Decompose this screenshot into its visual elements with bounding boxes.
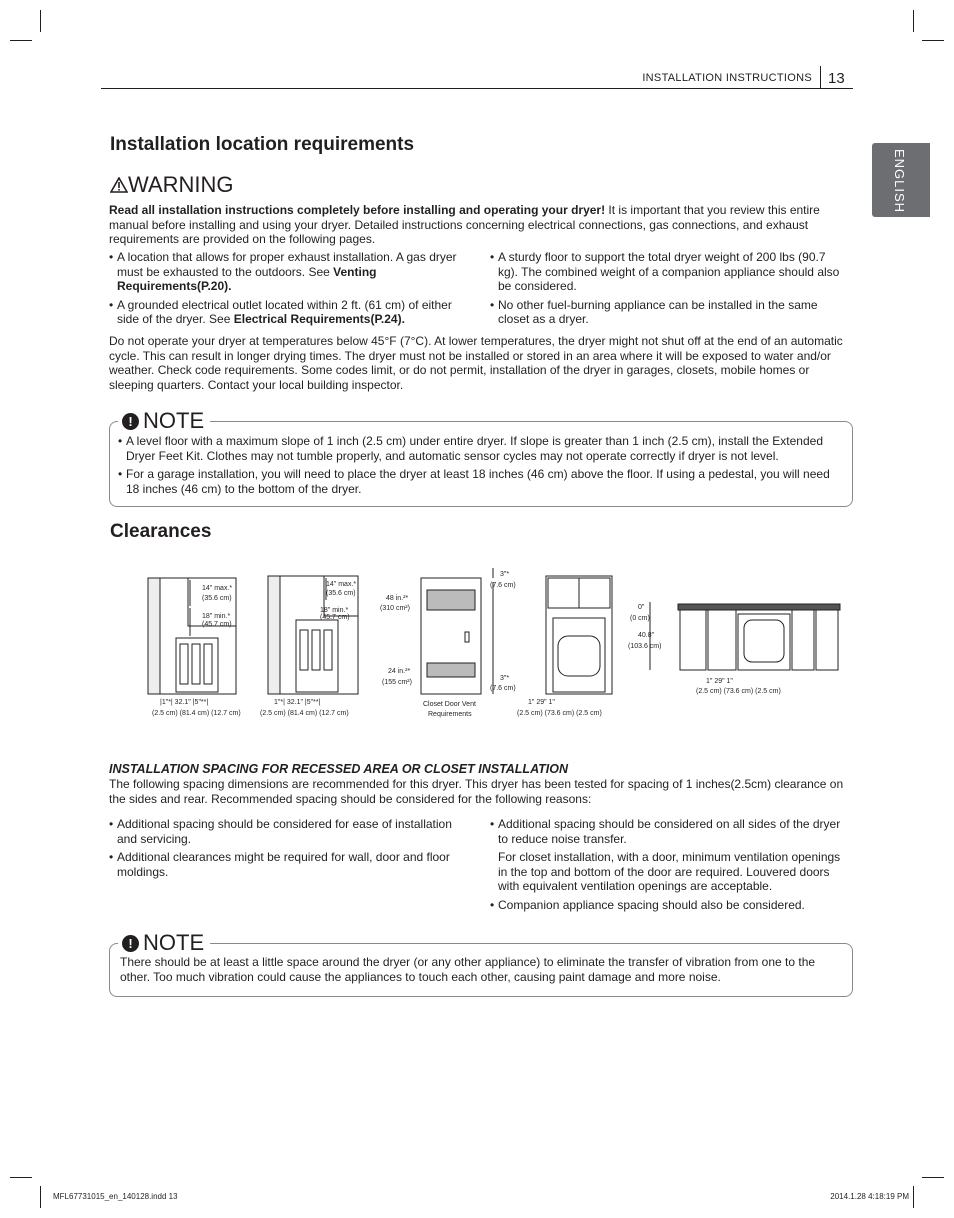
crop-mark [10,1177,32,1178]
list-item: • For a garage installation, you will need to place the dryer at least 18 inches (46 cm) above the floor. If using a pedestal, you will need 18 inches (46 cm) to the bottom of the dryer. [118,467,838,496]
diagram-caption: Closet Door Vent [423,701,476,708]
dim-label: (45.7 cm) [202,621,232,628]
note-heading: ! NOTE [118,408,210,434]
dim-label: 1" 29" 1" [706,678,733,685]
dim-label: (103.6 cm) [628,643,662,650]
crop-mark [10,40,32,41]
temperature-paragraph: Do not operate your dryer at temperatures below 45°F (7°C). At lower temperatures, the dryer might not shut off at the end of an automatic cycle. This can result in longer drying times. The dryer must not be installed or stored in an area where it will be exposed to water and/or weather. Check code requirements. Some codes limit, or do not permit, installation of the dryer in garages, closets, mobile homes or sleeping quarters. Contact your local building inspector. [109,334,843,392]
location-intro: Read all installation instructions completely before installing and operating your dryer! It is important that you review this entire manual before installing and using your dryer. Detailed instructions concerning electrical connections, gas connections, and exhaust requirements are provided on the following pages. [109,203,820,246]
dim-label: 14" max.* [202,585,233,592]
dim-label: (155 cm²) [382,679,412,686]
crop-mark [40,10,41,32]
dim-label: 1"*| 32.1" |5"**| [274,699,321,706]
spacing-right-list [490,817,852,916]
recessed-front-view [650,602,840,670]
warning-triangle-icon [110,177,128,193]
exclamation-icon: ! [122,413,139,430]
dim-label: (45.7 cm) [320,614,350,621]
list-item: • Companion appliance spacing should also be considered. [490,898,852,913]
diagram-caption: Requirements [428,711,472,718]
list-item: • A location that allows for proper exhaust installation. A gas dryer must be exhausted to the outdoors. See Venting Requirements(P.20). [109,250,465,294]
dim-label: 48 in.²* [386,595,409,602]
clearances-title: Clearances [110,521,212,542]
dim-label: 18" min.* [320,607,349,614]
language-tab: ENGLISH [872,143,930,217]
crop-mark [913,10,914,32]
dim-label: 1" 29" 1" [528,699,555,706]
header-divider [820,66,821,88]
closet-front-view [546,576,612,694]
list-item: • Additional spacing should be considered on all sides of the dryer to reduce noise transfer. [490,817,852,846]
list-item: • A level floor with a maximum slope of 1 inch (2.5 cm) under entire dryer. If slope is greater than 1 inch (2.5 cm), install the Extended Dryer Feet Kit. Clothes may not tumble properly, and automatic sensor cycles may not operate correctly if dryer is not level. [118,434,838,463]
spacing-paragraph: The following spacing dimensions are recommended for this dryer. This dryer has been tested for spacing of 1 inches(2.5cm) clearance on the sides and rear. Recommended spacing should be considered for the following reasons: [109,777,844,806]
dim-label: (0 cm) [630,615,650,622]
footer-timestamp: 2014.1.28 4:18:19 PM [830,1192,909,1201]
note-heading: ! NOTE [118,930,210,956]
clearance-diagram [140,560,860,725]
dim-label: |1"*| 32.1" |5"**| [160,699,209,706]
closet-ventilation-text: For closet installation, with a door, minimum ventilation openings in the top and bottom of the door are required. Louvered doors with equivalent ventilation openings are acceptable. [498,850,841,893]
dim-label: 24 in.²* [388,668,411,675]
dim-label: 18" min.* [202,613,231,620]
list-item: • A grounded electrical outlet located within 2 ft. (61 cm) of either side of the dryer. See Electrical Requirements(P.24). [109,298,465,327]
note2-text: There should be at least a little space around the dryer (or any other appliance) to eliminate the transfer of vibration from one to the other. Too much vibration could cause the appliances to touch each other, causing paint damage and more noise. [120,955,816,984]
crop-mark [913,1186,914,1208]
page-number: 13 [828,70,845,87]
list-item: • Additional clearances might be required for wall, door and floor moldings. [109,850,465,879]
header-rule [101,88,853,89]
dim-label: 14" max.* [326,581,357,588]
dim-label: 3"* [500,675,510,682]
dim-label: (35.6 cm) [202,595,232,602]
closet-door-view [421,568,493,694]
list-item: • A sturdy floor to support the total dryer weight of 200 lbs (90.7 kg). The combined weight of a companion appliance should also be considered. [490,250,846,294]
warning-heading [110,172,234,198]
location-left-list [109,250,465,331]
location-title: Installation location requirements [110,134,415,155]
spacing-subheading: INSTALLATION SPACING FOR RECESSED AREA OR CLOSET INSTALLATION [109,762,569,776]
dim-label: 40.8" [638,632,655,639]
dim-label: (2.5 cm) (81.4 cm) (12.7 cm) [152,710,241,717]
exclamation-icon: ! [122,935,139,952]
dim-label: 0" [638,604,645,611]
dim-label: (2.5 cm) (73.6 cm) (2.5 cm) [696,688,781,695]
dim-label: (7.6 cm) [490,582,516,589]
dim-label: (7.6 cm) [490,685,516,692]
location-right-list [490,250,846,331]
spacing-left-list [109,817,465,883]
crop-mark [40,1186,41,1208]
dim-label: (2.5 cm) (73.6 cm) (2.5 cm) [517,710,602,717]
footer-file: MFL67731015_en_140128.indd 13 [53,1192,178,1201]
section-header: INSTALLATION INSTRUCTIONS [642,72,812,84]
list-item: • No other fuel-burning appliance can be installed in the same closet as a dryer. [490,298,846,327]
list-item: • Additional spacing should be considered for ease of installation and servicing. [109,817,465,846]
warning-label: WARNING [128,172,234,197]
dim-label: (310 cm²) [380,605,410,612]
crop-mark [922,40,944,41]
dim-label: (35.6 cm) [326,590,356,597]
dim-label: (2.5 cm) (81.4 cm) (12.7 cm) [260,710,349,717]
dim-label: 3"* [500,571,510,578]
note1-list [118,434,838,500]
crop-mark [922,1177,944,1178]
